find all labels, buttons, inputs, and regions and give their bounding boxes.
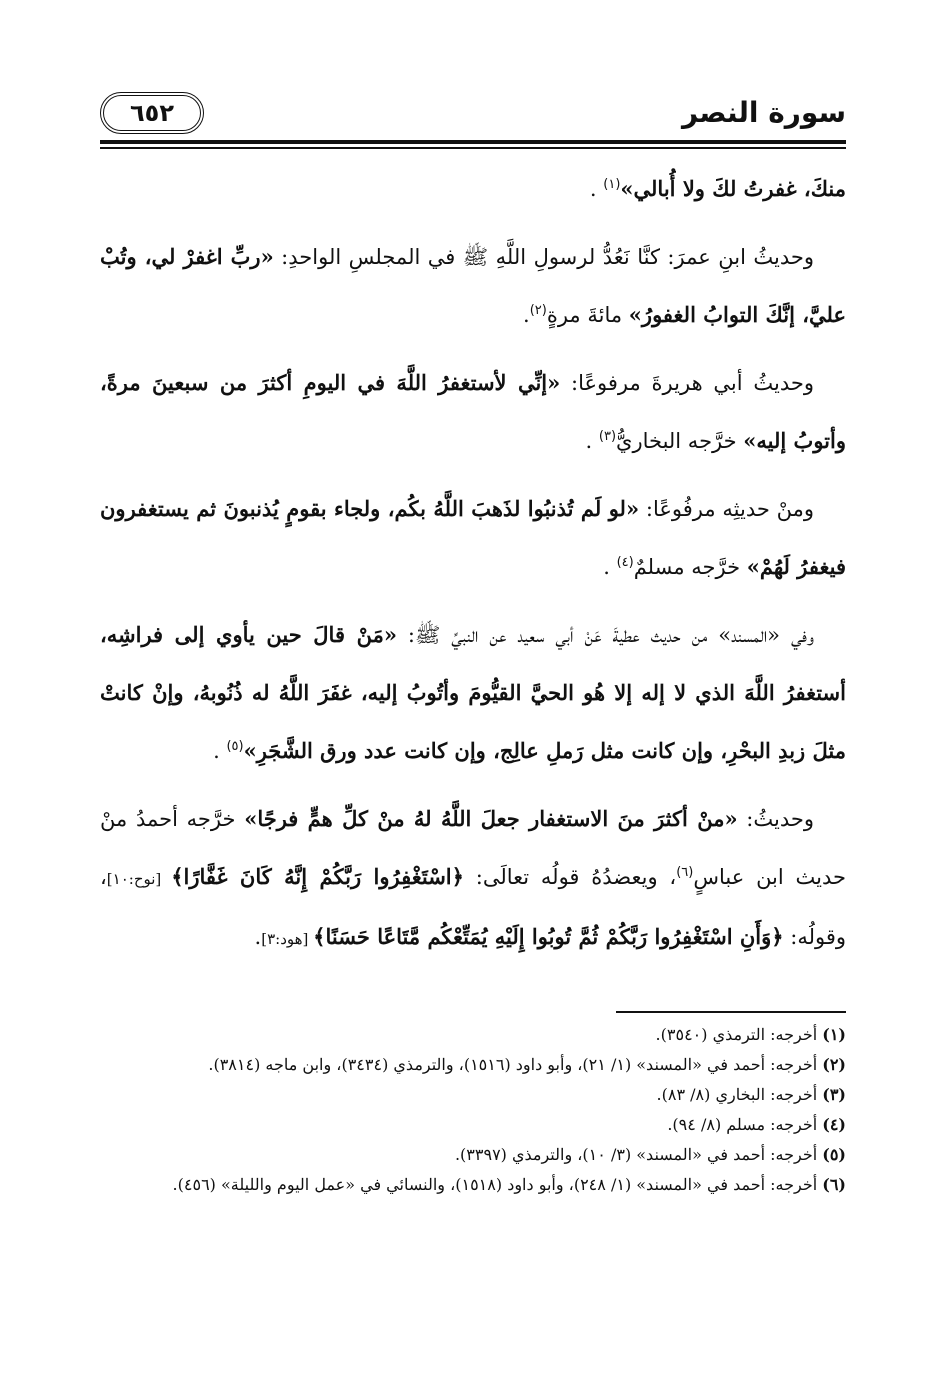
- footnote-text: أخرجه: أحمد في «المسند» (١/ ٢٤٨)، وأبو داود (١٥١٨)، والنسائي في «عمل اليوم والليلة» (٤٥٦).: [172, 1175, 823, 1194]
- paragraph-tail: خرَّجه مسلمٌ: [633, 555, 747, 579]
- footnote-number: (٢): [822, 1055, 846, 1074]
- paragraph-intro: وحديثُ:: [737, 807, 814, 831]
- paragraph-intro: وحديثُ ابنِ عمرَ: كنَّا نَعُدُّ لرسولِ اللَّهِ ﷺ في المجلسِ الواحدِ:: [273, 245, 815, 269]
- footnote-ref[interactable]: (١): [603, 177, 621, 192]
- footnote-text: أخرجه: الترمذي (٣٥٤٠).: [655, 1025, 823, 1044]
- hadith-quote: «ربِّ اغفرْ لي، وتُبْ عليَّ، إنَّكَ التوابُ الغفورُ»: [100, 244, 846, 327]
- footnote-ref[interactable]: (٣): [598, 429, 617, 444]
- footnote-number: (٣): [822, 1085, 846, 1104]
- paragraph-tail: خرَّجه البخاريُّ: [616, 429, 744, 453]
- paragraph-intro: وفي «المسند» من حديث عطيةَ عَنْ أبي سعيد عن النبيِّ ﷺ:: [396, 623, 814, 647]
- paragraph-tail: ، ويعضدُهُ قولُه تعالَى:: [463, 865, 677, 889]
- footnote-number: (٤): [822, 1115, 846, 1134]
- footnote-number: (١): [822, 1025, 846, 1044]
- footnote-text: أخرجه: مسلم (٨/ ٩٤).: [667, 1115, 823, 1134]
- paragraph-end: .: [585, 429, 599, 453]
- paragraph-4: [100, 480, 846, 596]
- hadith-quote: «منْ أكثرَ منَ الاستغفار جعلَ اللَّهُ لهُ منْ كلِّ همٍّ فرجًا»: [244, 806, 738, 831]
- hadith-quote: منكَ، غفرتُ لكَ ولا أُبالي»: [620, 176, 846, 201]
- footnote-5: [100, 1140, 846, 1170]
- paragraph-3: [100, 354, 846, 470]
- paragraph-end: .: [603, 555, 617, 579]
- paragraph-end: .: [213, 739, 227, 763]
- footnote-ref[interactable]: (٦): [676, 865, 694, 880]
- footnote-ref[interactable]: (٥): [226, 739, 244, 754]
- verse-citation: [نوح:١٠]: [106, 870, 172, 888]
- footnote-ref[interactable]: (٢): [529, 303, 547, 318]
- footnote-text: أخرجه: أحمد في «المسند» (٣/ ١٠)، والترمذي (٣٣٩٧).: [454, 1145, 823, 1164]
- hadith-quote: «إنِّي لأستغفرُ اللَّهَ في اليومِ أكثرَ من سبعينَ مرةً، وأتوبُ إليه»: [100, 370, 846, 453]
- page-number-badge: [100, 92, 204, 134]
- footnote-1: [100, 1020, 846, 1050]
- paragraph-end: .: [523, 303, 530, 327]
- quran-verse: ﴿وَأَنِ اسْتَغْفِرُوا رَبَّكُمْ ثُمَّ تُوبُوا إِلَيْهِ يُمَتِّعْكُم مَّتَاعًا حَسَنًا﴾: [313, 924, 784, 949]
- paragraph-intro: ومنْ حديثِه مرفُوعًا:: [639, 497, 814, 521]
- header-rule-thick: [100, 140, 846, 144]
- footnote-number: (٦): [822, 1175, 846, 1194]
- hadith-quote: «لو لَم تُذنبُوا لذَهبَ اللَّهُ بكُم، ولجاء بقومٍ يُذنبونَ ثم يستغفرون فيغفرُ لَهُمْ»: [100, 496, 846, 579]
- main-text: [100, 160, 846, 978]
- paragraph-end: .: [589, 177, 604, 201]
- footnote-6: [100, 1170, 846, 1200]
- page-header: [100, 92, 846, 138]
- paragraph-1: [100, 160, 846, 218]
- paragraph-6: [100, 790, 846, 968]
- paragraph-end: .: [254, 925, 262, 949]
- paragraph-tail: خرَّجه أحمدُ منْ حديث ابن عباسٍ: [100, 807, 847, 889]
- footnotes: [100, 1020, 846, 1200]
- page-number: ٦٥٢: [130, 99, 174, 127]
- footnote-text: أخرجه: أحمد في «المسند» (١/ ٢١)، وأبو داود (١٥١٦)، والترمذي (٣٤٣٤)، وابن ماجه (٣٨١٤).: [208, 1055, 823, 1074]
- footnote-3: [100, 1080, 846, 1110]
- footnote-separator: [616, 1011, 846, 1013]
- paragraph-tail: مائةَ مرةٍ: [546, 303, 629, 327]
- paragraph-2: [100, 228, 846, 344]
- footnote-ref[interactable]: (٤): [616, 555, 634, 570]
- surah-title: سورة النصر: [681, 96, 846, 129]
- header-rule-thin: [100, 147, 846, 149]
- footnote-4: [100, 1110, 846, 1140]
- paragraph-5: [100, 606, 846, 780]
- quran-verse: ﴿اسْتَغْفِرُوا رَبَّكُمْ إِنَّهُ كَانَ غَفَّارًا﴾: [171, 864, 464, 889]
- footnote-2: [100, 1050, 846, 1080]
- hadith-quote: «مَنْ قالَ حين يأوي إلى فراشِه، أستغفرُ اللَّهَ الذي لا إله إلا هُو الحيَّ القيُّومَ وأتُوبُ إليه، غفَرَ اللَّهُ له ذُنُوبهُ، وإنْ كانتْ مثلَ زبدِ البحْرِ، وإن كانت مثل رَملِ عالِج، وإن كانت عدد ورق الشَّجَرِ»: [100, 622, 846, 763]
- paragraph-intro: وحديثُ أبي هريرةَ مرفوعًا:: [560, 371, 814, 395]
- footnote-number: (٥): [822, 1145, 846, 1164]
- paragraph-tail: ، وقولُه:: [100, 865, 846, 949]
- verse-citation: [هود:٣]: [261, 930, 314, 948]
- footnote-text: أخرجه: البخاري (٨/ ٨٣).: [656, 1085, 823, 1104]
